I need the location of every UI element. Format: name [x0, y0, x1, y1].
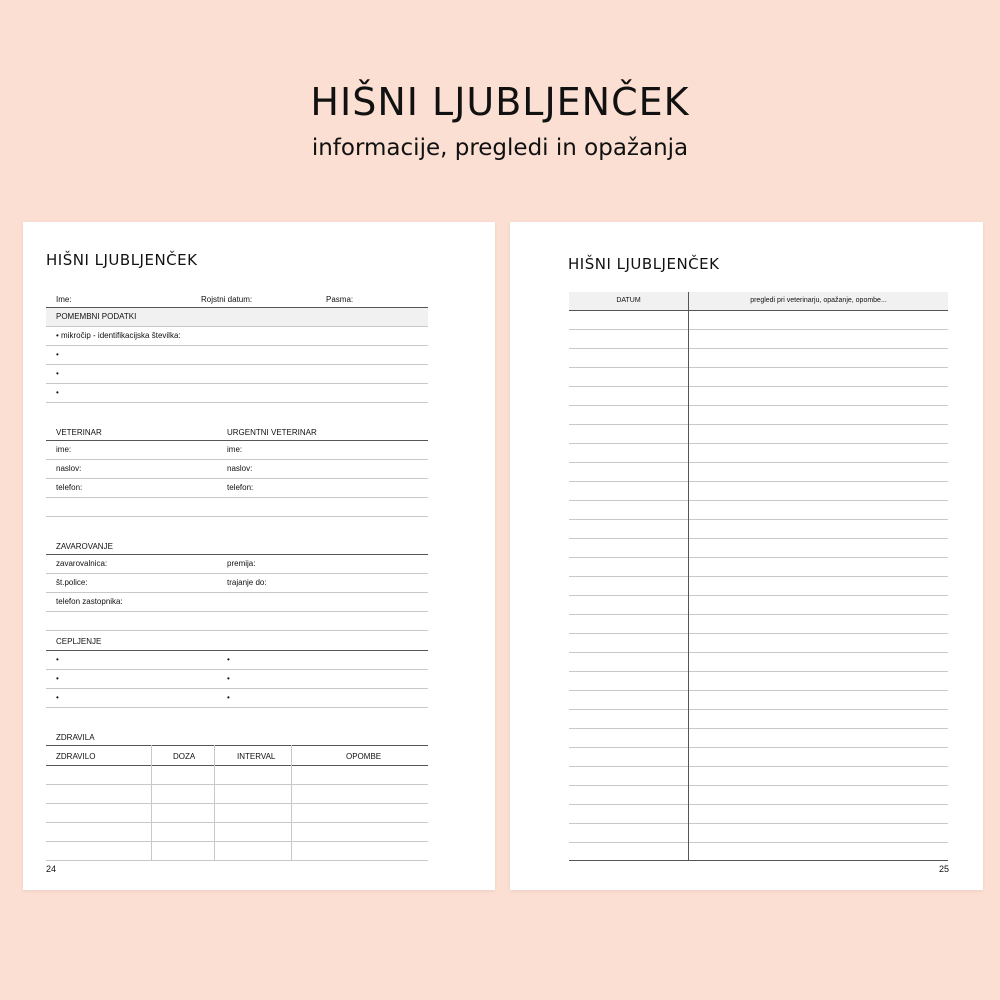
- row-line: [569, 595, 948, 596]
- birth-date-label: Rojstni datum:: [201, 295, 253, 304]
- page-number: 24: [46, 864, 57, 874]
- hero-subtitle: informacije, pregledi in opažanja: [311, 135, 689, 161]
- duration-label: trajanje do:: [227, 578, 267, 587]
- urgent-vet-name-label: ime:: [227, 445, 243, 454]
- column-divider: [151, 745, 152, 860]
- vaccination-bullet: •: [227, 655, 230, 664]
- row-line: [46, 669, 428, 670]
- vet-address-label: naslov:: [56, 464, 82, 473]
- row-line: [569, 766, 948, 767]
- row-line: [569, 785, 948, 786]
- row-line: [569, 557, 948, 558]
- medicine-header-line: [46, 765, 428, 766]
- breed-label: Pasma:: [326, 295, 354, 304]
- vaccination-bullet: •: [227, 693, 230, 702]
- row-line: [46, 688, 428, 689]
- row-line: [569, 481, 948, 482]
- page-number: 25: [939, 864, 950, 874]
- row-line: [569, 671, 948, 672]
- insurer-label: zavarovalnica:: [56, 559, 108, 568]
- important-item: •: [56, 388, 59, 397]
- row-line: [569, 538, 948, 539]
- right-page: [510, 222, 983, 890]
- row-line: [46, 611, 428, 612]
- column-divider: [291, 745, 292, 860]
- agent-phone-label: telefon zastopnika:: [56, 597, 123, 606]
- policy-number-label: št.police:: [56, 578, 88, 587]
- row-line: [569, 386, 948, 387]
- important-item: •: [56, 369, 59, 378]
- vet-underline: [46, 440, 428, 441]
- row-line: [569, 367, 948, 368]
- row-line: [46, 402, 428, 403]
- row-line: [46, 803, 428, 804]
- row-line: [569, 804, 948, 805]
- row-line: [569, 443, 948, 444]
- medicine-top-line: [46, 745, 428, 746]
- row-line: [46, 364, 428, 365]
- row-line: [46, 383, 428, 384]
- row-line: [46, 841, 428, 842]
- vet-phone-label: telefon:: [56, 483, 83, 492]
- row-line: [46, 497, 428, 498]
- row-line: [46, 459, 428, 460]
- row-line: [569, 348, 948, 349]
- medicine-col-notes: OPOMBE: [346, 752, 382, 761]
- row-line: [46, 860, 428, 861]
- row-line: [569, 424, 948, 425]
- important-heading: POMEMBNI PODATKI: [56, 312, 137, 321]
- row-line: [46, 478, 428, 479]
- medicine-heading: ZDRAVILA: [56, 733, 95, 742]
- important-item-microchip: • mikročip - identifikacijska številka:: [56, 331, 181, 340]
- vaccination-underline: [46, 650, 428, 651]
- row-line: [46, 822, 428, 823]
- vet-name-label: ime:: [56, 445, 72, 454]
- vaccination-heading: CEPLJENJE: [56, 637, 102, 646]
- table-bottom-line: [569, 860, 948, 861]
- col-date: DATUM: [616, 297, 641, 304]
- premium-label: premija:: [227, 559, 256, 568]
- hero-title: HIŠNI LJUBLJENČEK: [310, 80, 690, 124]
- row-line: [569, 709, 948, 710]
- row-line: [46, 784, 428, 785]
- urgent-vet-address-label: naslov:: [227, 464, 253, 473]
- row-line: [569, 633, 948, 634]
- row-line: [569, 690, 948, 691]
- row-line: [46, 573, 428, 574]
- vaccination-bullet: •: [56, 655, 59, 664]
- column-divider: [214, 745, 215, 860]
- col-notes: pregledi pri veterinarju, opažanje, opombe...: [750, 297, 887, 304]
- left-page-title: HIŠNI LJUBLJENČEK: [46, 251, 198, 269]
- row-line: [569, 842, 948, 843]
- medicine-col-interval: INTERVAL: [237, 752, 276, 761]
- left-page: [23, 222, 495, 890]
- table-header-line: [569, 310, 948, 311]
- medicine-col-dose: DOZA: [173, 752, 196, 761]
- row-line: [46, 345, 428, 346]
- row-line: [569, 519, 948, 520]
- urgent-vet-heading: URGENTNI VETERINAR: [227, 428, 317, 437]
- important-item: •: [56, 350, 59, 359]
- row-line: [569, 652, 948, 653]
- row-line: [569, 462, 948, 463]
- column-divider: [688, 292, 689, 860]
- row-line: [569, 728, 948, 729]
- row-line: [569, 823, 948, 824]
- row-line: [46, 592, 428, 593]
- row-line: [46, 707, 428, 708]
- row-line: [569, 576, 948, 577]
- insurance-heading: ZAVAROVANJE: [56, 542, 113, 551]
- urgent-vet-phone-label: telefon:: [227, 483, 254, 492]
- vet-heading: VETERINAR: [56, 428, 102, 437]
- row-line: [46, 326, 428, 327]
- row-line: [569, 614, 948, 615]
- medicine-col-drug: ZDRAVILO: [56, 752, 96, 761]
- vaccination-bullet: •: [227, 674, 230, 683]
- vaccination-bullet: •: [56, 674, 59, 683]
- row-line: [569, 500, 948, 501]
- right-page-title: HIŠNI LJUBLJENČEK: [568, 255, 720, 273]
- name-label: Ime:: [56, 295, 72, 304]
- row-line: [569, 329, 948, 330]
- vaccination-bullet: •: [56, 693, 59, 702]
- row-line: [46, 516, 428, 517]
- insurance-underline: [46, 554, 428, 555]
- row-line: [569, 747, 948, 748]
- row-line: [46, 630, 428, 631]
- row-line: [569, 405, 948, 406]
